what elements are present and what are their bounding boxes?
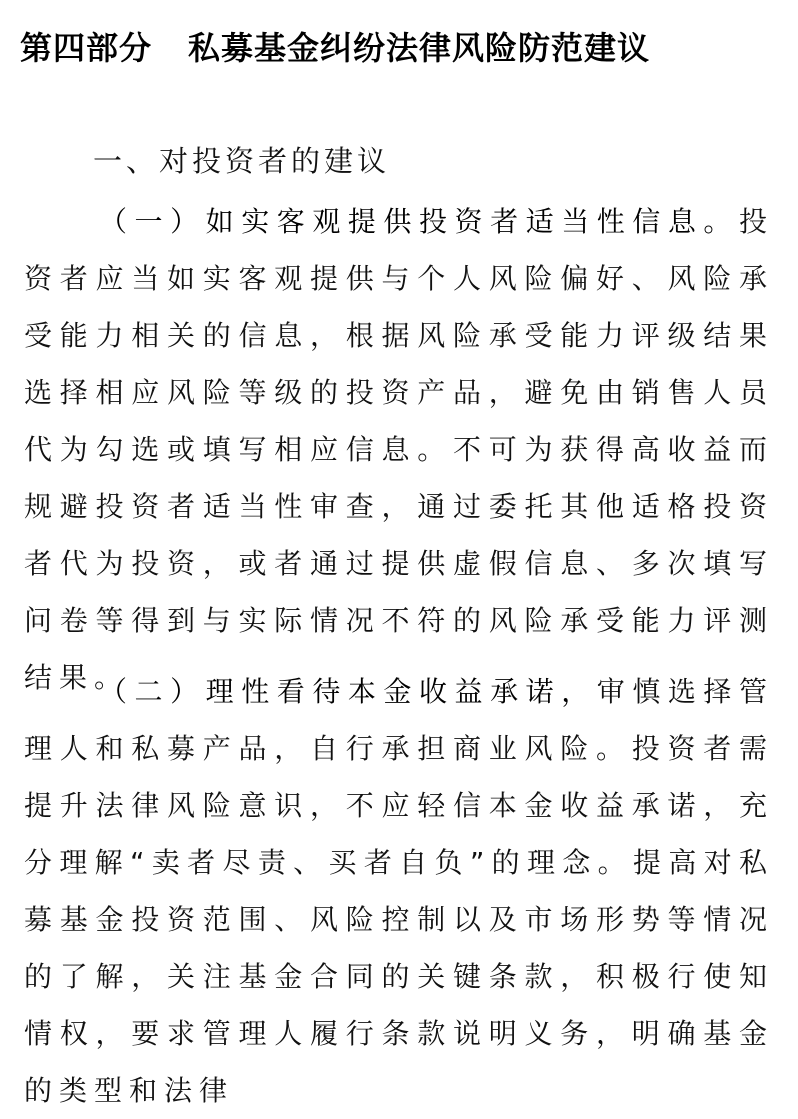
document-title [20, 16, 790, 76]
section-heading: 一、对投资者的建议 [93, 144, 391, 178]
paragraph-lead: （一）如实客观提供投资者适当性信息。 [99, 205, 739, 238]
paragraph-body: 投资者应当如实客观提供与个人风险偏好、风险承受能力相关的信息，根据风险承受能力评级结果选择相应风险等级的投资产品，避免由销售人员代为勾选或填写相应信息。不可为获得高收益而规避投资者适当性审查，通过委托其他适格投资者代为投资，或者通过提供虚假信息、多次填写问卷等得到与实际情况不符的风险承受能力评测结果。 [24, 205, 774, 694]
paragraph-body: 审慎选择管理人和私募产品，自行承担商业风险。投资者需提升法律风险意识，不应轻信本金收益承诺，充分理解“卖者尽责、买者自负”的理念。提高对私募基金投资范围、风险控制以及市场形势等情况的了解，关注基金合同的关键条款，积极行使知情权，要求管理人履行条款说明义务，明确基金的类型和法律 [24, 675, 774, 1107]
paragraph-lead: （二）理性看待本金收益承诺， [99, 675, 597, 708]
title-part-label: 第四部分 [20, 29, 153, 67]
title-text: 私募基金纠纷法律风险防范建议 [188, 29, 651, 67]
paragraph [24, 663, 774, 1119]
paragraph [24, 193, 774, 706]
